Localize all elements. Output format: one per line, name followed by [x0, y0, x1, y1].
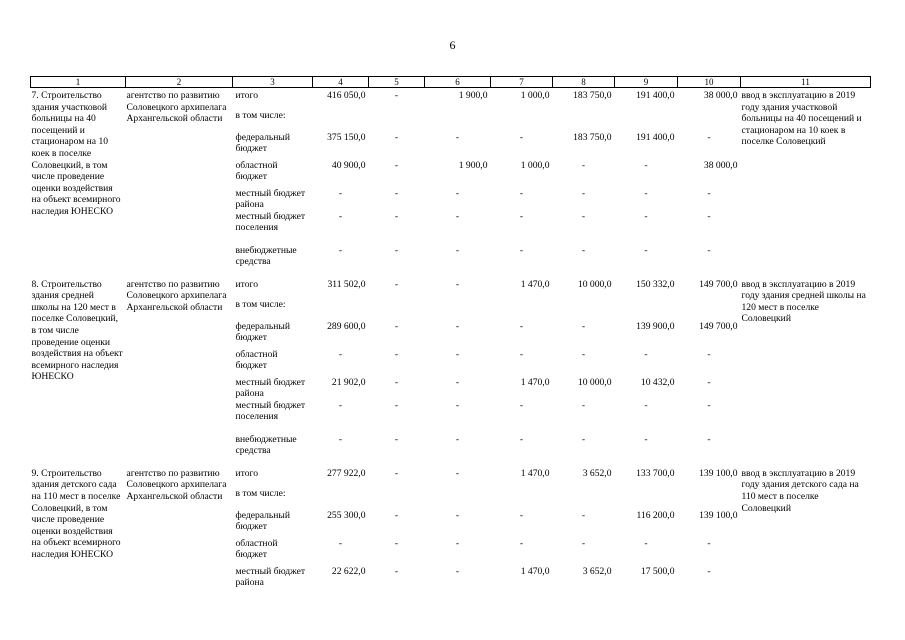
value-cell: -	[455, 131, 460, 143]
value-cell: -	[338, 210, 343, 222]
funding-source-cell: итого	[235, 90, 258, 101]
value-cell: -	[707, 433, 711, 445]
value-cell: 311 502,0	[327, 278, 366, 290]
agency-cell: агентство по развитию Соловецкого архипелага Архангельской области	[126, 278, 227, 313]
value-cell	[553, 299, 615, 321]
value-cell: -	[707, 131, 711, 143]
value-cell: -	[394, 433, 399, 445]
value-cell: 150 332,0	[636, 278, 675, 290]
funding-source-cell: итого	[235, 467, 258, 479]
value-cell: -	[644, 244, 648, 256]
value-cell: 416 050,0	[327, 90, 366, 101]
value-cell: 1 900,0	[458, 159, 488, 171]
value-cell: -	[581, 348, 586, 360]
funding-source-cell: местный бюджет района	[235, 565, 306, 589]
value-cell: 3 652,0	[582, 467, 612, 479]
value-cell: -	[581, 187, 586, 199]
value-cell: -	[455, 565, 460, 577]
value-cell	[425, 488, 491, 510]
value-cell: -	[394, 565, 399, 577]
result-note-cell: ввод в эксплуатацию в 2019 году здания средней школы на 120 мест в поселке Соловецкий	[741, 278, 866, 325]
value-cell	[553, 488, 615, 510]
value-cell: -	[455, 187, 460, 199]
col-header: 4	[313, 77, 369, 88]
value-cell: 183 750,0	[573, 131, 612, 143]
page-number: 6	[449, 38, 456, 52]
value-cell	[678, 299, 741, 321]
funding-source-cell: в том числе:	[235, 109, 286, 121]
value-cell: -	[581, 537, 586, 549]
value-cell: 10 000,0	[577, 278, 612, 290]
value-cell: -	[394, 244, 399, 256]
value-cell: -	[455, 376, 460, 388]
funding-source-cell: федеральный бюджет	[235, 131, 291, 155]
value-cell: -	[519, 131, 524, 143]
agency-cell: агентство по развитию Соловецкого архипелага Архангельской области	[126, 90, 227, 125]
table-row	[31, 277, 871, 299]
value-cell: -	[394, 210, 399, 222]
value-cell	[425, 299, 491, 321]
value-cell: 1 900,0	[458, 90, 488, 101]
col-header: 9	[615, 77, 678, 88]
value-cell	[491, 488, 553, 510]
value-cell: -	[519, 187, 524, 199]
value-cell: 277 922,0	[327, 467, 366, 479]
value-cell: -	[519, 320, 524, 332]
value-cell: 21 902,0	[331, 376, 366, 388]
value-cell: -	[581, 433, 586, 445]
value-cell: 10 000,0	[577, 376, 612, 388]
value-cell: -	[644, 537, 648, 549]
budget-table	[30, 76, 871, 589]
value-cell	[369, 110, 425, 132]
value-cell: -	[644, 348, 648, 360]
value-cell: 191 400,0	[636, 131, 675, 143]
value-cell: -	[455, 467, 460, 479]
value-cell: -	[581, 210, 586, 222]
value-cell: -	[519, 509, 524, 521]
value-cell	[313, 110, 369, 132]
value-cell	[615, 488, 678, 510]
col-header: 3	[233, 77, 313, 88]
value-cell: -	[455, 509, 460, 521]
value-cell: -	[455, 433, 460, 445]
object-cell: 8. Строительство здания средней школы на 120 мест в поселке Соловецкий, в том числе проведение оценки воздействия на объект всемирного наследия ЮНЕСКО	[31, 278, 123, 383]
value-cell: 38 000,0	[703, 159, 738, 171]
value-cell: -	[338, 187, 343, 199]
funding-source-cell: федеральный бюджет	[235, 509, 291, 533]
value-cell: -	[394, 537, 399, 549]
value-cell: -	[519, 537, 524, 549]
value-cell: -	[707, 399, 711, 411]
value-cell: -	[707, 348, 711, 360]
value-cell: 139 100,0	[699, 509, 738, 521]
value-cell: 3 652,0	[582, 565, 612, 577]
value-cell: -	[581, 320, 586, 332]
value-cell	[491, 110, 553, 132]
funding-source-cell: в том числе:	[235, 487, 286, 499]
value-cell: -	[644, 159, 648, 171]
value-cell: -	[644, 433, 648, 445]
value-cell: -	[455, 244, 460, 256]
table-row	[31, 88, 871, 110]
funding-source-cell: областной бюджет	[235, 537, 278, 561]
funding-source-cell: итого	[235, 278, 258, 290]
funding-source-cell: местный бюджет района	[235, 376, 306, 400]
value-cell: -	[581, 244, 586, 256]
value-cell	[678, 110, 741, 132]
value-cell	[615, 110, 678, 132]
value-cell: 116 200,0	[636, 509, 675, 521]
value-cell: 191 400,0	[636, 90, 675, 101]
value-cell: -	[519, 433, 524, 445]
value-cell: 255 300,0	[327, 509, 366, 521]
value-cell: 375 150,0	[327, 131, 366, 143]
value-cell: 289 600,0	[327, 320, 366, 332]
funding-source-cell: областной бюджет	[235, 159, 278, 183]
value-cell: -	[394, 467, 399, 479]
value-cell: -	[455, 537, 460, 549]
value-cell	[678, 488, 741, 510]
value-cell: 17 500,0	[640, 565, 675, 577]
value-cell: -	[707, 537, 711, 549]
col-header: 1	[31, 77, 126, 88]
value-cell: -	[455, 320, 460, 332]
value-cell: -	[338, 399, 343, 411]
value-cell: 149 700,0	[699, 320, 738, 332]
value-cell: -	[519, 244, 524, 256]
col-header: 11	[741, 77, 871, 88]
result-note-cell: ввод в эксплуатацию в 2019 году здания участковой больницы на 40 посещений и стационаром на 10 коек в поселке Соловецкий	[741, 90, 862, 148]
value-cell: 1 470,0	[520, 565, 550, 577]
funding-source-cell: в том числе:	[235, 298, 286, 310]
value-cell	[313, 488, 369, 510]
value-cell: 133 700,0	[636, 467, 675, 479]
value-cell	[425, 110, 491, 132]
value-cell: 149 700,0	[699, 278, 738, 290]
table-row	[31, 466, 871, 488]
funding-source-cell: федеральный бюджет	[235, 320, 291, 344]
value-cell: 1 470,0	[520, 467, 550, 479]
value-cell: 1 000,0	[520, 159, 550, 171]
value-cell	[491, 299, 553, 321]
value-cell: -	[394, 509, 399, 521]
value-cell: 22 622,0	[331, 565, 366, 577]
object-cell: 7. Строительство здания участковой больницы на 40 посещений и стационаром на 10 коек в поселке Соловецкий, в том числе проведение оценки воздействия на объект всемирного наследия ЮНЕСКО	[31, 90, 121, 217]
value-cell: -	[644, 399, 648, 411]
funding-source-cell: местный бюджет района	[235, 187, 306, 211]
value-cell	[615, 299, 678, 321]
agency-cell: агентство по развитию Соловецкого архипелага Архангельской области	[126, 467, 227, 503]
value-cell: -	[519, 348, 524, 360]
value-cell: -	[644, 210, 648, 222]
col-header: 5	[369, 77, 425, 88]
funding-source-cell: внебюджетные средства	[235, 433, 297, 457]
value-cell: -	[581, 159, 586, 171]
value-cell	[313, 299, 369, 321]
table-body	[31, 88, 871, 590]
value-cell: -	[455, 210, 460, 222]
value-cell: 1 470,0	[520, 278, 550, 290]
col-header: 6	[425, 77, 491, 88]
value-cell: -	[394, 320, 399, 332]
value-cell: -	[394, 348, 399, 360]
value-cell: -	[394, 278, 399, 290]
value-cell: 139 900,0	[636, 320, 675, 332]
value-cell: -	[394, 187, 399, 199]
value-cell: 139 100,0	[699, 467, 738, 479]
value-cell: -	[394, 399, 399, 411]
value-cell: -	[707, 376, 711, 388]
value-cell: -	[455, 278, 460, 290]
value-cell: -	[581, 509, 586, 521]
funding-source-cell: местный бюджет поселения	[235, 210, 306, 234]
col-header: 8	[553, 77, 615, 88]
funding-source-cell: внебюджетные средства	[235, 244, 297, 268]
value-cell: 38 000,0	[703, 90, 738, 101]
value-cell: -	[455, 399, 460, 411]
value-cell: -	[707, 244, 711, 256]
value-cell: -	[338, 433, 343, 445]
value-cell: -	[581, 399, 586, 411]
value-cell: -	[455, 348, 460, 360]
value-cell: -	[707, 187, 711, 199]
value-cell: -	[394, 90, 399, 101]
value-cell: 10 432,0	[640, 376, 675, 388]
value-cell: 1 000,0	[520, 90, 550, 101]
value-cell: -	[707, 565, 711, 577]
value-cell	[369, 488, 425, 510]
col-header: 7	[491, 77, 553, 88]
object-cell: 9. Строительство здания детского сада на 110 мест в поселке Соловецкий, в том числе проведение оценки воздействия на объект всемирного наследия ЮНЕСКО	[31, 467, 121, 561]
value-cell: 40 900,0	[331, 159, 366, 171]
value-cell: 1 470,0	[520, 376, 550, 388]
result-note-cell: ввод в эксплуатацию в 2019 году здания детского сада на 110 мест в поселке Соловецкий	[741, 467, 859, 514]
value-cell: -	[338, 348, 343, 360]
value-cell: 183 750,0	[573, 90, 612, 101]
value-cell: -	[519, 399, 524, 411]
value-cell: -	[394, 131, 399, 143]
value-cell: -	[338, 244, 343, 256]
funding-source-cell: местный бюджет поселения	[235, 399, 306, 423]
value-cell: -	[338, 537, 343, 549]
funding-source-cell: областной бюджет	[235, 348, 278, 372]
value-cell: -	[707, 210, 711, 222]
value-cell: -	[394, 159, 399, 171]
value-cell: -	[644, 187, 648, 199]
value-cell: -	[519, 210, 524, 222]
value-cell	[553, 110, 615, 132]
header-row	[31, 77, 871, 88]
col-header: 10	[678, 77, 741, 88]
col-header: 2	[126, 77, 233, 88]
value-cell	[369, 299, 425, 321]
value-cell: -	[394, 376, 399, 388]
